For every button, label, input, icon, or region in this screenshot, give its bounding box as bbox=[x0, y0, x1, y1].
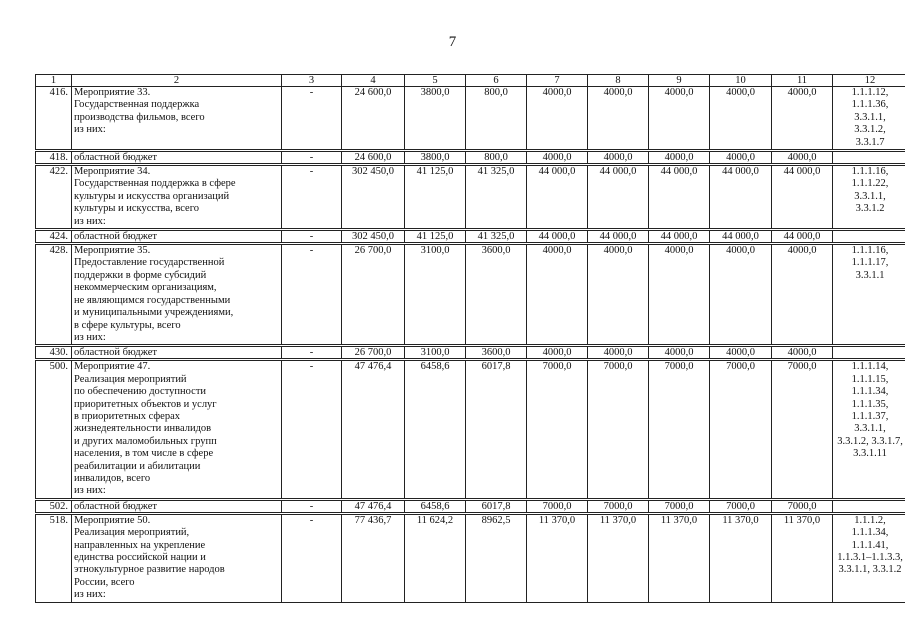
target-codes bbox=[833, 151, 905, 165]
col9-value: 11 370,0 bbox=[649, 513, 710, 602]
column-header-4: 4 bbox=[342, 75, 405, 87]
row-index: 430. bbox=[36, 346, 72, 360]
col3-value: - bbox=[282, 499, 342, 513]
target-codes bbox=[833, 499, 905, 513]
col7-value: 4000,0 bbox=[527, 151, 588, 165]
header-row bbox=[36, 75, 905, 87]
row-index: 418. bbox=[36, 151, 72, 165]
col6-value: 41 325,0 bbox=[466, 165, 527, 230]
col4-value: 26 700,0 bbox=[342, 346, 405, 360]
measure-row bbox=[36, 513, 905, 602]
measure-row bbox=[36, 360, 905, 499]
col8-value: 11 370,0 bbox=[588, 513, 649, 602]
col6-value: 3600,0 bbox=[466, 346, 527, 360]
column-header-6: 6 bbox=[466, 75, 527, 87]
column-header-10: 10 bbox=[710, 75, 772, 87]
target-codes: 1.1.1.2, 1.1.1.34, 1.1.1.41, 1.1.3.1–1.1.3.3, 3.3.1.1, 3.3.1.2 bbox=[833, 513, 905, 602]
col7-value: 11 370,0 bbox=[527, 513, 588, 602]
measure-row bbox=[36, 244, 905, 346]
col7-value: 44 000,0 bbox=[527, 230, 588, 244]
col5-value: 41 125,0 bbox=[405, 165, 466, 230]
col4-value: 24 600,0 bbox=[342, 151, 405, 165]
row-name: областной бюджет bbox=[72, 151, 282, 165]
row-index: 518. bbox=[36, 513, 72, 602]
col10-value: 7000,0 bbox=[710, 360, 772, 499]
column-header-7: 7 bbox=[527, 75, 588, 87]
col11-value: 7000,0 bbox=[772, 360, 833, 499]
col9-value: 4000,0 bbox=[649, 87, 710, 151]
col10-value: 44 000,0 bbox=[710, 230, 772, 244]
col6-value: 3600,0 bbox=[466, 244, 527, 346]
row-index: 502. bbox=[36, 499, 72, 513]
col9-value: 44 000,0 bbox=[649, 165, 710, 230]
target-codes: 1.1.1.14, 1.1.1.15, 1.1.1.34, 1.1.1.35, 1.1.1.37, 3.3.1.1, 3.3.1.2, 3.3.1.7, 3.3.1.11 bbox=[833, 360, 905, 499]
row-name: Мероприятие 50. Реализация мероприятий, направленных на укрепление единства российской нации и этнокультурное развитие народов России, всего из них: bbox=[72, 513, 282, 602]
measure-row bbox=[36, 87, 905, 151]
column-header-8: 8 bbox=[588, 75, 649, 87]
budget-table bbox=[35, 74, 905, 603]
budget-row bbox=[36, 346, 905, 360]
col6-value: 800,0 bbox=[466, 87, 527, 151]
col11-value: 44 000,0 bbox=[772, 165, 833, 230]
target-codes: 1.1.1.16, 1.1.1.22, 3.3.1.1, 3.3.1.2 bbox=[833, 165, 905, 230]
column-header-5: 5 bbox=[405, 75, 466, 87]
col4-value: 77 436,7 bbox=[342, 513, 405, 602]
row-name: Мероприятие 34. Государственная поддержка в сфере культуры и искусства организаций культуры и искусства, всего из них: bbox=[72, 165, 282, 230]
column-header-12: 12 bbox=[833, 75, 905, 87]
col4-value: 24 600,0 bbox=[342, 87, 405, 151]
col10-value: 11 370,0 bbox=[710, 513, 772, 602]
row-index: 424. bbox=[36, 230, 72, 244]
column-header-2: 2 bbox=[72, 75, 282, 87]
col10-value: 7000,0 bbox=[710, 499, 772, 513]
row-name: Мероприятие 33. Государственная поддержка производства фильмов, всего из них: bbox=[72, 87, 282, 151]
col5-value: 3800,0 bbox=[405, 151, 466, 165]
target-codes bbox=[833, 230, 905, 244]
target-codes bbox=[833, 346, 905, 360]
table-body bbox=[36, 87, 905, 603]
target-codes: 1.1.1.16, 1.1.1.17, 3.3.1.1 bbox=[833, 244, 905, 346]
col7-value: 4000,0 bbox=[527, 87, 588, 151]
col5-value: 3800,0 bbox=[405, 87, 466, 151]
col11-value: 4000,0 bbox=[772, 244, 833, 346]
col4-value: 47 476,4 bbox=[342, 499, 405, 513]
col5-value: 11 624,2 bbox=[405, 513, 466, 602]
col11-value: 4000,0 bbox=[772, 87, 833, 151]
col7-value: 4000,0 bbox=[527, 244, 588, 346]
col10-value: 44 000,0 bbox=[710, 165, 772, 230]
col3-value: - bbox=[282, 360, 342, 499]
row-name: Мероприятие 35. Предоставление государственной поддержки в форме субсидий некоммерческим организациям, не являющимся государственными и муниципальными учреждениями, в сфере культуры, всего из них: bbox=[72, 244, 282, 346]
row-name: областной бюджет bbox=[72, 230, 282, 244]
col8-value: 7000,0 bbox=[588, 499, 649, 513]
col8-value: 4000,0 bbox=[588, 87, 649, 151]
col11-value: 4000,0 bbox=[772, 151, 833, 165]
col4-value: 26 700,0 bbox=[342, 244, 405, 346]
col11-value: 11 370,0 bbox=[772, 513, 833, 602]
col10-value: 4000,0 bbox=[710, 151, 772, 165]
col9-value: 4000,0 bbox=[649, 346, 710, 360]
col7-value: 4000,0 bbox=[527, 346, 588, 360]
col8-value: 4000,0 bbox=[588, 346, 649, 360]
col8-value: 4000,0 bbox=[588, 244, 649, 346]
row-index: 500. bbox=[36, 360, 72, 499]
budget-row bbox=[36, 230, 905, 244]
col3-value: - bbox=[282, 230, 342, 244]
col5-value: 41 125,0 bbox=[405, 230, 466, 244]
row-index: 416. bbox=[36, 87, 72, 151]
measure-row bbox=[36, 165, 905, 230]
col5-value: 3100,0 bbox=[405, 244, 466, 346]
row-index: 422. bbox=[36, 165, 72, 230]
col10-value: 4000,0 bbox=[710, 244, 772, 346]
col4-value: 302 450,0 bbox=[342, 165, 405, 230]
col3-value: - bbox=[282, 346, 342, 360]
col7-value: 44 000,0 bbox=[527, 165, 588, 230]
col7-value: 7000,0 bbox=[527, 499, 588, 513]
col4-value: 47 476,4 bbox=[342, 360, 405, 499]
col3-value: - bbox=[282, 87, 342, 151]
col9-value: 4000,0 bbox=[649, 151, 710, 165]
column-header-9: 9 bbox=[649, 75, 710, 87]
col10-value: 4000,0 bbox=[710, 87, 772, 151]
column-header-11: 11 bbox=[772, 75, 833, 87]
col3-value: - bbox=[282, 151, 342, 165]
col6-value: 6017,8 bbox=[466, 360, 527, 499]
col8-value: 44 000,0 bbox=[588, 165, 649, 230]
col8-value: 7000,0 bbox=[588, 360, 649, 499]
col9-value: 7000,0 bbox=[649, 499, 710, 513]
row-name: Мероприятие 47. Реализация мероприятий по обеспечению доступности приоритетных объектов и услуг в приоритетных сферах жизнедеятельности инвалидов и других маломобильных групп населения, в том числе в сфере реабилитации и абилитации инвалидов, всего из них: bbox=[72, 360, 282, 499]
target-codes: 1.1.1.12, 1.1.1.36, 3.3.1.1, 3.3.1.2, 3.3.1.7 bbox=[833, 87, 905, 151]
col11-value: 7000,0 bbox=[772, 499, 833, 513]
col5-value: 6458,6 bbox=[405, 360, 466, 499]
col3-value: - bbox=[282, 513, 342, 602]
col7-value: 7000,0 bbox=[527, 360, 588, 499]
col6-value: 41 325,0 bbox=[466, 230, 527, 244]
col9-value: 7000,0 bbox=[649, 360, 710, 499]
budget-row bbox=[36, 151, 905, 165]
row-name: областной бюджет bbox=[72, 346, 282, 360]
col10-value: 4000,0 bbox=[710, 346, 772, 360]
column-header-1: 1 bbox=[36, 75, 72, 87]
col3-value: - bbox=[282, 244, 342, 346]
col6-value: 800,0 bbox=[466, 151, 527, 165]
col8-value: 44 000,0 bbox=[588, 230, 649, 244]
col9-value: 44 000,0 bbox=[649, 230, 710, 244]
col5-value: 6458,6 bbox=[405, 499, 466, 513]
col11-value: 44 000,0 bbox=[772, 230, 833, 244]
col11-value: 4000,0 bbox=[772, 346, 833, 360]
col3-value: - bbox=[282, 165, 342, 230]
budget-row bbox=[36, 499, 905, 513]
row-index: 428. bbox=[36, 244, 72, 346]
column-header-3: 3 bbox=[282, 75, 342, 87]
page-number: 7 bbox=[448, 34, 457, 50]
col6-value: 8962,5 bbox=[466, 513, 527, 602]
col4-value: 302 450,0 bbox=[342, 230, 405, 244]
col9-value: 4000,0 bbox=[649, 244, 710, 346]
col5-value: 3100,0 bbox=[405, 346, 466, 360]
row-name: областной бюджет bbox=[72, 499, 282, 513]
col6-value: 6017,8 bbox=[466, 499, 527, 513]
col8-value: 4000,0 bbox=[588, 151, 649, 165]
